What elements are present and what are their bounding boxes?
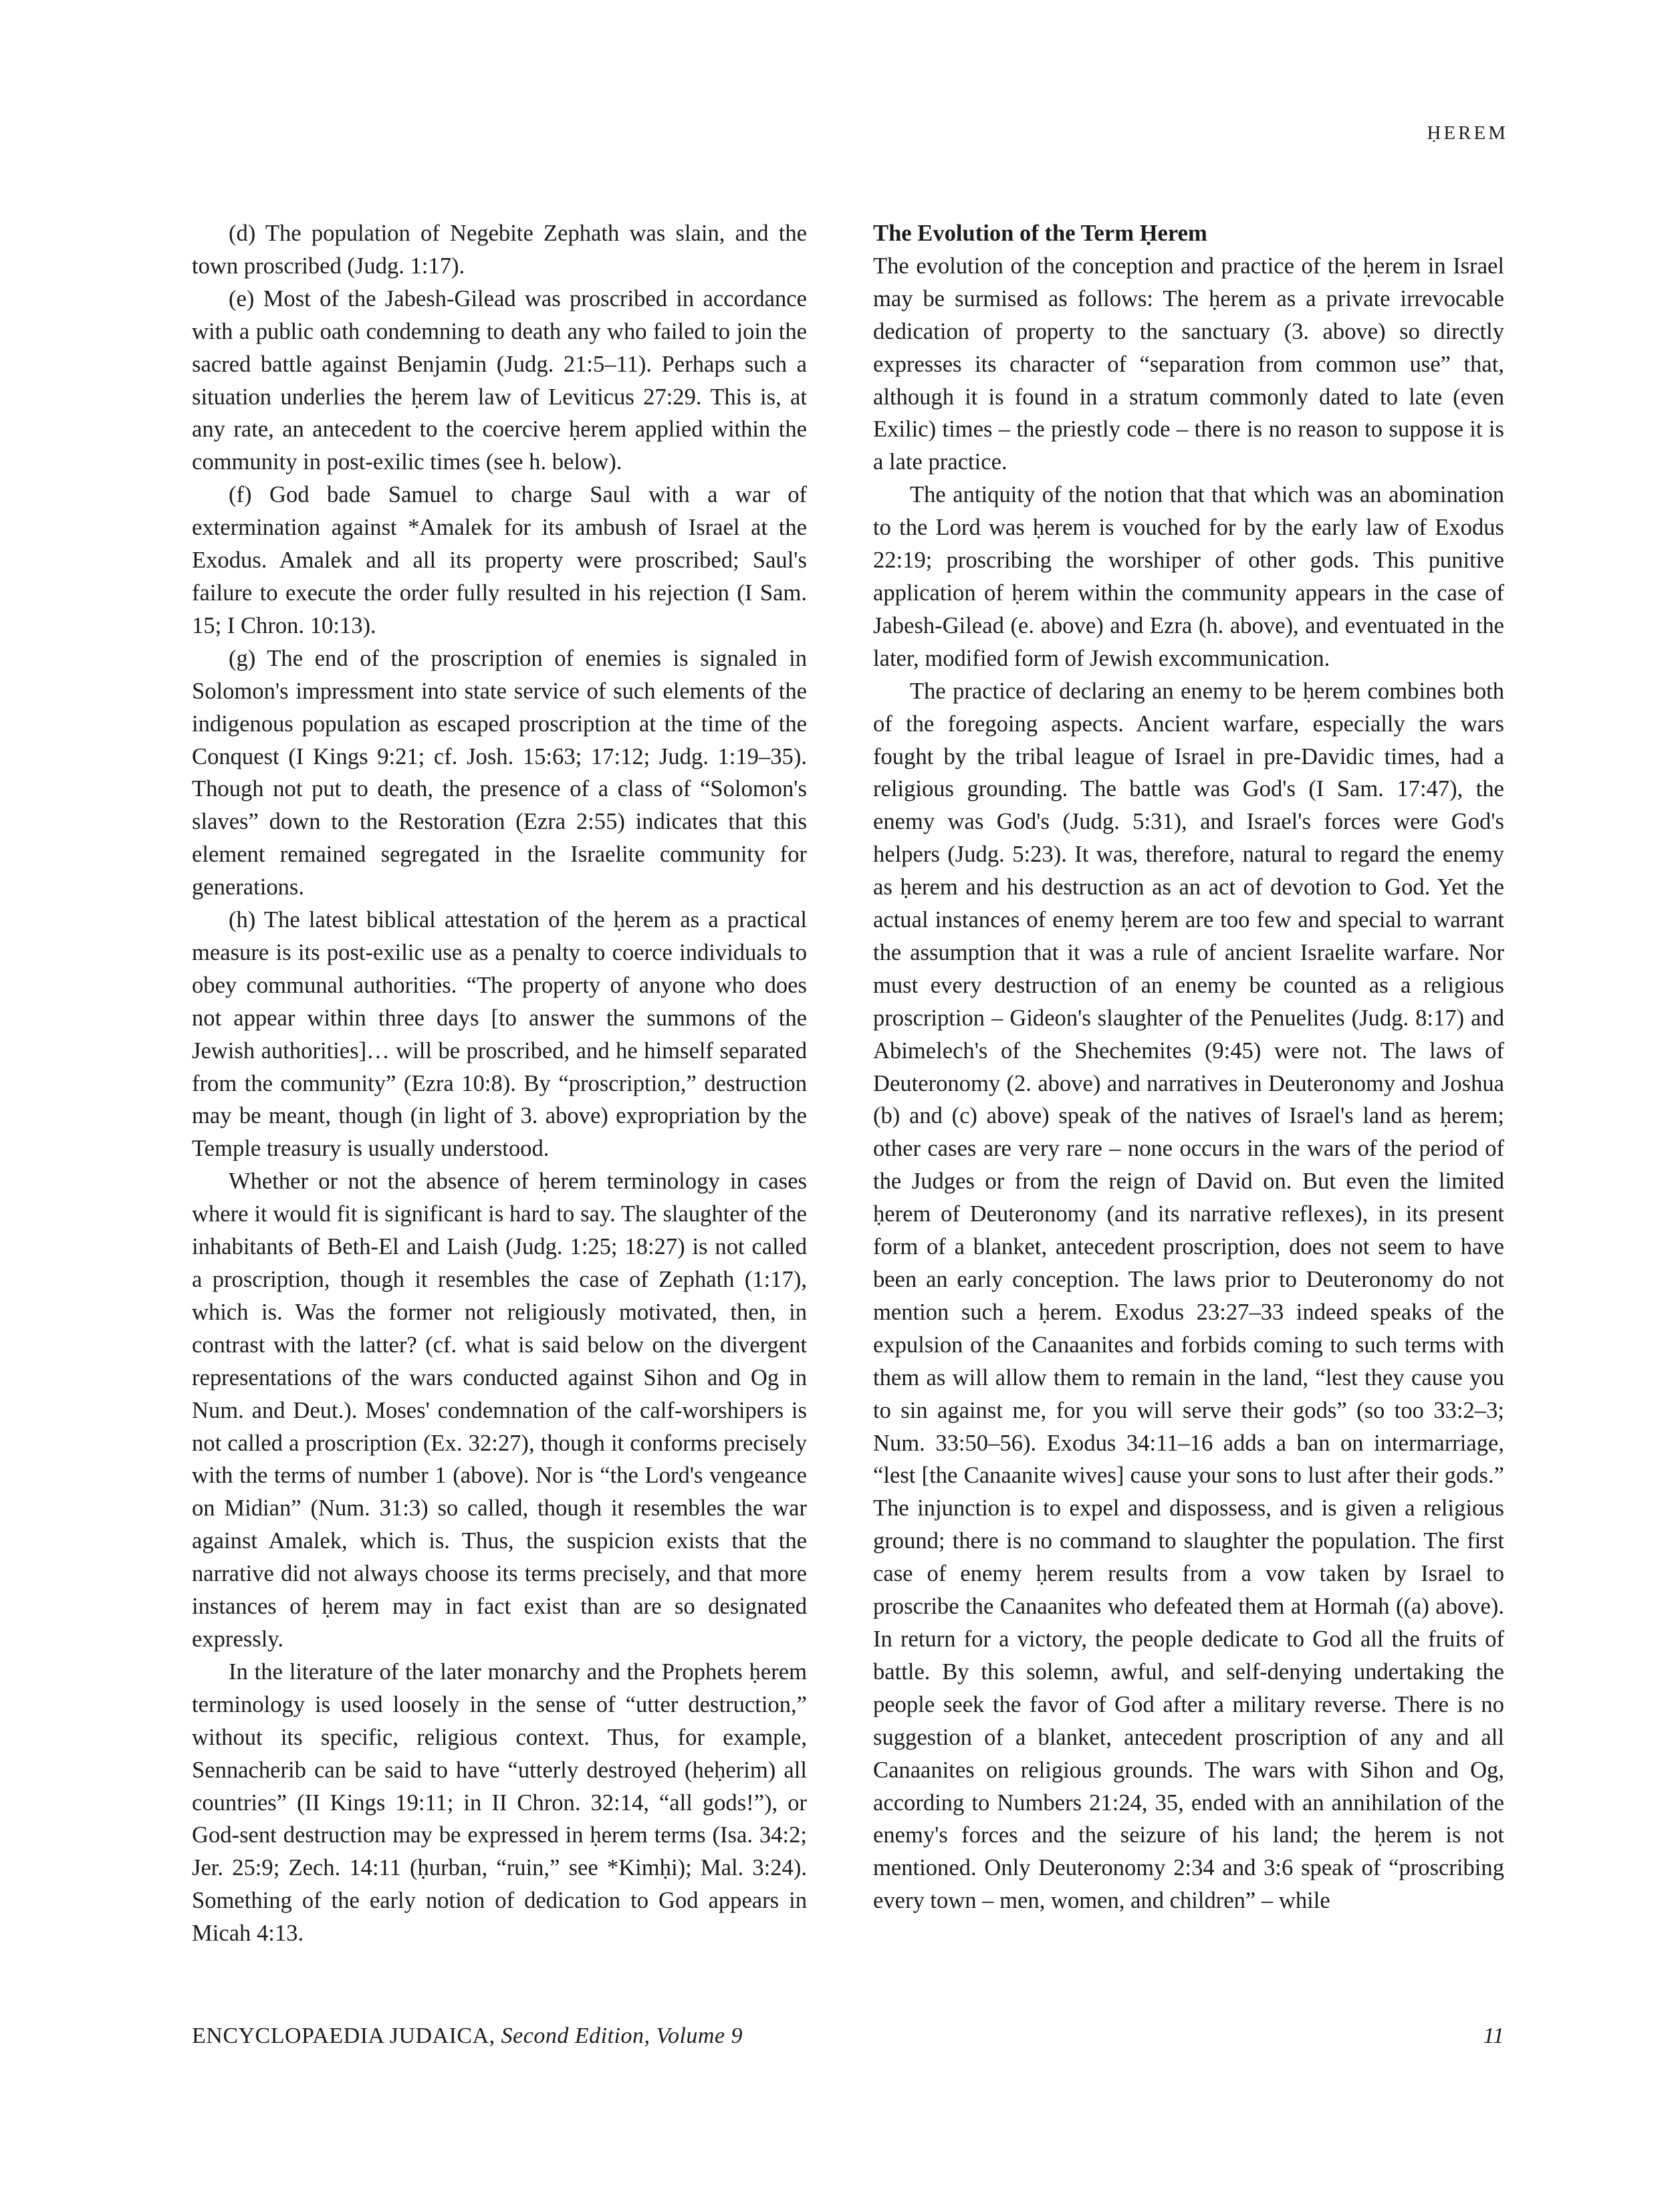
paragraph: The practice of declaring an enemy to be ḥerem combines both of the foregoing aspects. Ancient warfare, especially the wars fought by the tribal league of Israel in pre-Davidic times, had a religious grounding. The battle was God's (I Sam. 17:47), the enemy was God's (Judg. 5:31), and Israel's forces were God's helpers (Judg. 5:23). It was, therefore, natural to regard the enemy as ḥerem and his destruction as an act of devotion to God. Yet the actual instances of enemy ḥerem are too few and special to warrant the assumption that it was a rule of ancient Israelite warfare. Nor must every destruction of an enemy be counted as a religious proscription – Gideon's slaughter of the Penuelites (Judg. 8:17) and Abimelech's of the Shechemites (9:45) were not. The laws of Deuteronomy (2. above) and narratives in Deuteronomy and Joshua (b) and (c) above) speak of the natives of Israel's land as ḥerem; other cases are very rare – none occurs in the wars of the period of the Judges or from the reign of David on. But even the limited ḥerem of Deuteronomy (and its narrative reflexes), in its present form of a blanket, antecedent proscription, does not seem to have been an early conception. The laws prior to Deuteronomy do not mention such a ḥerem. Exodus 23:27–33 indeed speaks of the expulsion of the Canaanites and forbids coming to such terms with them as will allow them to remain in the land, “lest they cause you to sin against me, for you will serve their gods” (so too 33:2–3; Num. 33:50–56). Exodus 34:11–16 adds a ban on intermarriage, “lest [the Canaanite wives] cause your sons to lust after their gods.” The injunction is to expel and dispossess, and is given a religious ground; there is no command to slaughter the population. The first case of enemy ḥerem results from a vow taken by Israel to proscribe the Canaanites who defeated them at Hormah ((a) above). In return for a victory, the people dedicate to God all the fruits of battle. By this solemn, awful, and self-denying undertaking the people seek the favor of God after a military reverse. There is no suggestion of a blanket, antecedent proscription of any and all Canaanites on religious grounds. The wars with Sihon and Og, according to Numbers 21:24, 35, ended with an annihilation of the enemy's forces and the seizure of his land; the ḥerem is not mentioned. Only Deuteronomy 2:34 and 3:6 speak of “proscribing every town – men, women, and children” – while	[873, 678, 1504, 1914]
paragraph: Whether or not the absence of ḥerem terminology in cases where it would fit is significant is hard to say. The slaughter of the inhabitants of Beth-El and Laish (Judg. 1:25; 18:27) is not called a proscription, though it resembles the case of Zephath (1:17), which is. Was the former not religiously motivated, then, in contrast with the latter? (cf. what is said below on the divergent representations of the wars conducted against Sihon and Og in Num. and Deut.). Moses' condemnation of the calf-worshipers is not called a proscription (Ex. 32:27), though it conforms precisely with the terms of number 1 (above). Nor is “the Lord's vengeance on Midian” (Num. 31:3) so called, though it resembles the war against Amalek, which is. Thus, the suspicion exists that the narrative did not always choose its terms precisely, and that more instances of ḥerem may in fact exist than are so designated expressly.	[192, 1169, 807, 1652]
paragraph: (h) The latest biblical attestation of the ḥerem as a practical measure is its post-exilic use as a penalty to coerce individuals to obey communal authorities. “The property of anyone who does not appear within three days [to answer the summons of the Jewish authorities]… will be proscribed, and he himself separated from the community” (Ezra 10:8). By “proscription,” destruction may be meant, though (in light of 3. above) expropriation by the Temple treasury is usually understood.	[192, 907, 807, 1162]
paragraph: (e) Most of the Jabesh-Gilead was proscribed in accordance with a public oath condemning to death any who failed to join the sacred battle against Benjamin (Judg. 21:5–11). Perhaps such a situation underlies the ḥerem law of Leviticus 27:29. This is, at any rate, an antecedent to the coercive ḥerem applied within the community in post-exilic times (see h. below).	[192, 285, 807, 475]
section-heading: The Evolution of the Term Ḥerem	[873, 221, 1207, 246]
footer-publication	[192, 2024, 743, 2049]
paragraph: The antiquity of the notion that that which was an abomination to the Lord was ḥerem is vouched for by the early law of Exodus 22:19; proscribing the worshiper of other gods. This punitive application of ḥerem within the community appears in the case of Jabesh-Gilead (e. above) and Ezra (h. above), and eventuated in the later, modified form of Jewish excommunication.	[873, 482, 1504, 671]
paragraph: In the literature of the later monarchy and the Prophets ḥerem terminology is used loosely in the sense of “utter destruction,” without its specific, religious context. Thus, for example, Sennacherib can be said to have “utterly destroyed (heḥerim) all countries” (II Kings 19:11; in II Chron. 32:14, “all gods!”), or God-sent destruction may be expressed in ḥerem terms (Isa. 34:2; Jer. 25:9; Zech. 14:11 (ḥurban, “ruin,” see *Kimḥi); Mal. 3:24). Something of the early notion of dedication to God appears in Micah 4:13.	[192, 1659, 807, 1947]
paragraph: (d) The population of Negebite Zephath was slain, and the town proscribed (Judg. 1:17).	[192, 221, 807, 279]
paragraph: (f) God bade Samuel to charge Saul with a war of extermination against *Amalek for its ambush of Israel at the Exodus. Amalek and all its property were proscribed; Saul's failure to execute the order fully resulted in his rejection (I Sam. 15; I Chron. 10:13).	[192, 482, 807, 638]
paragraph: (g) The end of the proscription of enemies is signaled in Solomon's impressment into state service of such elements of the indigenous population as escaped proscription at the time of the Conquest (I Kings 9:21; cf. Josh. 15:63; 17:12; Judg. 1:19–35). Though not put to death, the presence of a class of “Solomon's slaves” down to the Restoration (Ezra 2:55) indicates that this element remained segregated in the Israelite community for generations.	[192, 645, 807, 900]
paragraph: The evolution of the conception and practice of the ḥerem in Israel may be surmised as follows: The ḥerem as a private irrevocable dedication of property to the sanctuary (3. above) so directly expresses its character of “separation from common use” that, although it is found in a stratum commonly dated to late (even Exilic) times – the priestly code – there is no reason to suppose it is a late practice.	[873, 253, 1504, 475]
left-column	[192, 217, 807, 1950]
right-column	[873, 217, 1504, 1917]
publication-title: ENCYCLOPAEDIA JUDAICA,	[192, 2024, 495, 2048]
page-number: 11	[1483, 2024, 1504, 2048]
running-head: ḤEREM	[1427, 122, 1508, 144]
edition-label: Second Edition, Volume 9	[501, 2024, 743, 2048]
